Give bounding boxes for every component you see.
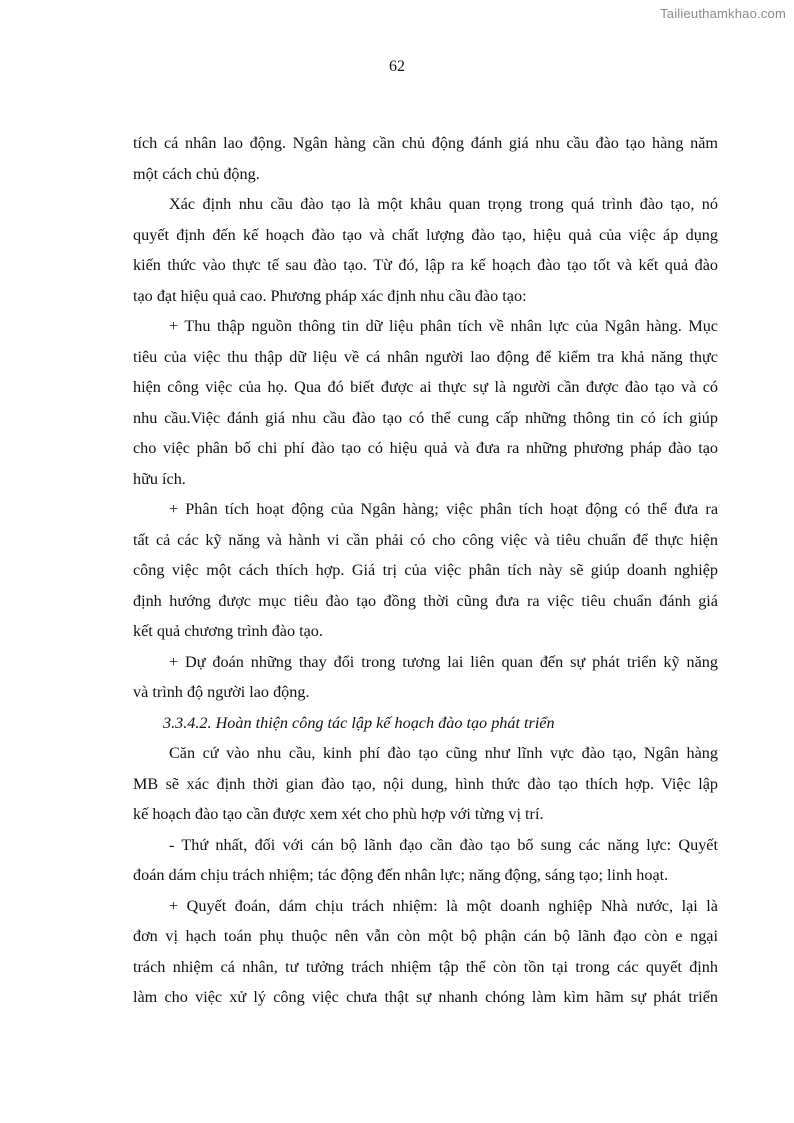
text-line: hữu ích. (133, 469, 186, 488)
text-line: tích cá nhân lao động. Ngân hàng cần chủ động đánh giá nhu cầu đào tạo hàng năm (133, 134, 718, 152)
text-line: kiến thức vào thực tế sau đào tạo. Từ đó, lập ra kế hoạch đào tạo tốt và kết quả đào (133, 256, 718, 274)
text-line: trách nhiệm cá nhân, tư tưởng trách nhiệm tập thể còn tồn tại trong các quyết định (133, 957, 718, 976)
text-line: đơn vị hạch toán phụ thuộc nên vẫn còn một bộ phận cán bộ lãnh đạo còn e ngại (133, 927, 718, 945)
text-line: MB sẽ xác định thời gian đào tạo, nội dung, hình thức đào tạo thích hợp. Việc lập (133, 774, 718, 793)
text-line: cho việc phân bố chi phí đào tạo có hiệu quả và đưa ra những phương pháp đào tạo (133, 439, 718, 457)
text-line: kế hoạch đào tạo cần được xem xét cho phù hợp với từng vị trí. (133, 805, 544, 823)
text-line: hiện công việc của họ. Qua đó biết được ai thực sự là người cần được đào tạo và có (133, 378, 718, 396)
text-line: quyết định đến kế hoạch đào tạo và chất lượng đào tạo, hiệu quả của việc áp dụng (133, 225, 718, 244)
page-number: 62 (389, 58, 405, 75)
section-heading: 3.3.4.2. Hoàn thiện công tác lập kế hoạch đào tạo phát triển (163, 713, 555, 732)
body-text (133, 128, 718, 1013)
text-line: tạo đạt hiệu quả cao. Phương pháp xác định nhu cầu đào tạo: (133, 286, 527, 305)
text-line: làm cho việc xử lý công việc chưa thật sự nhanh chóng làm kìm hãm sự phát triển (133, 988, 718, 1006)
text-line: và trình độ người lao động. (133, 683, 310, 701)
text-line: một cách chủ động. (133, 164, 260, 183)
watermark: Tailieuthamkhao.com (660, 6, 786, 21)
text-line: + Dự đoán những thay đổi trong tương lai liên quan đến sự phát triển kỹ năng (169, 652, 718, 671)
text-line: kết quả chương trình đào tạo. (133, 622, 323, 640)
text-line: + Thu thập nguồn thông tin dữ liệu phân tích về nhân lực của Ngân hàng. Mục (169, 317, 718, 335)
text-line: nhu cầu.Việc đánh giá nhu cầu đào tạo có thể cung cấp những thông tin có ích giúp (133, 408, 718, 427)
text-line: đoán dám chịu trách nhiệm; tác động đến nhân lực; năng động, sáng tạo; linh hoạt. (133, 866, 669, 884)
text-line: - Thứ nhất, đối với cán bộ lãnh đạo cần đào tạo bổ sung các năng lực: Quyết (169, 835, 718, 854)
text-line: định hướng được mục tiêu đào tạo đồng thời cũng đưa ra việc tiêu chuẩn đánh giá (133, 591, 718, 610)
text-line: tiêu của việc thu thập dữ liệu về cá nhân người lao động để kiểm tra khả năng thực (133, 347, 718, 366)
text-line: + Phân tích hoạt động của Ngân hàng; việc phân tích hoạt động có thể đưa ra (169, 500, 718, 518)
text-line: Xác định nhu cầu đào tạo là một khâu quan trọng trong quá trình đào tạo, nó (169, 195, 718, 213)
text-line: công việc một cách thích hợp. Giá trị của việc phân tích này sẽ giúp doanh nghiệp (133, 561, 718, 579)
text-line: tất cả các kỹ năng và hành vi cần phải có cho công việc và tiêu chuẩn để thực hiện (133, 530, 718, 549)
text-line: + Quyết đoán, dám chịu trách nhiệm: là một doanh nghiệp Nhà nước, lại là (169, 896, 718, 915)
text-line: Căn cứ vào nhu cầu, kinh phí đào tạo cũng như lĩnh vực đào tạo, Ngân hàng (169, 744, 718, 762)
